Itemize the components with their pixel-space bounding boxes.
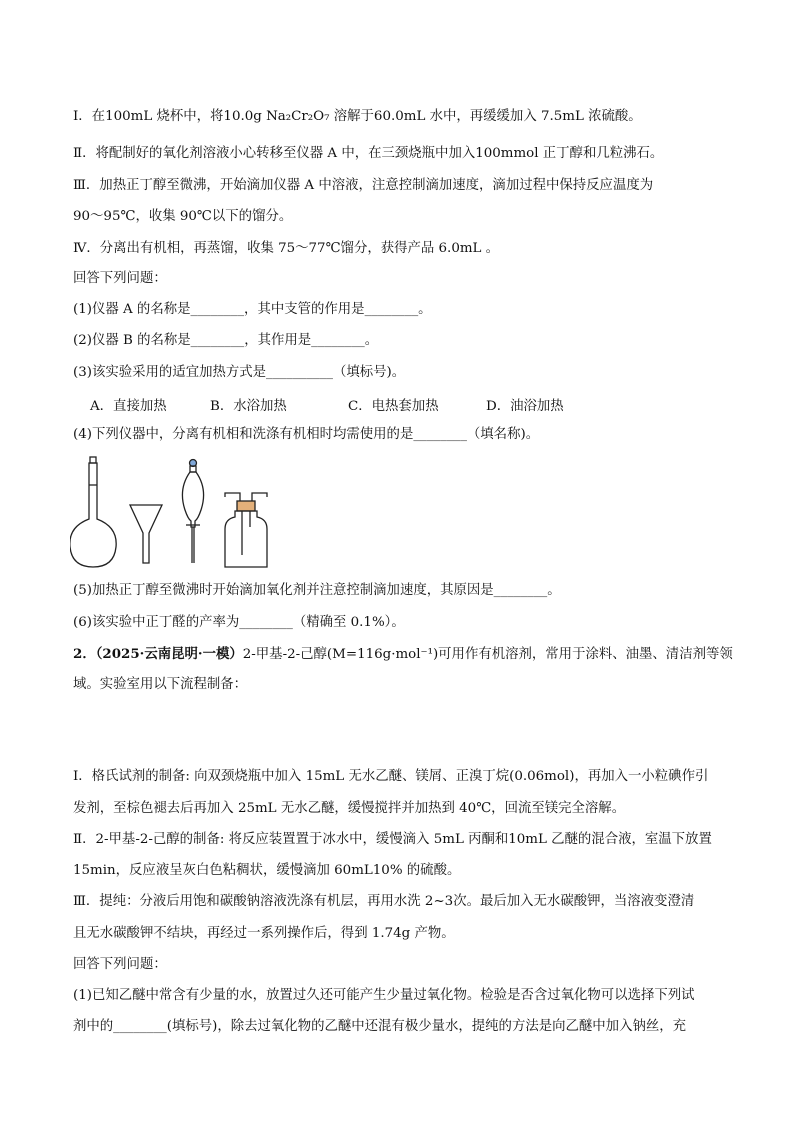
answer-prompt-1: 回答下列问题： bbox=[73, 271, 167, 286]
p2-step-2b: 15min，反应液呈灰白色粘稠状，缓慢滴加 60mL10% 的硫酸。 bbox=[73, 863, 461, 878]
option-c: C．电热套加热 bbox=[348, 399, 439, 414]
p2-step-1a: Ⅰ．格氏试剂的制备: 向双颈烧瓶中加入 15mL 无水乙醚、镁屑、正溴丁烷(0.06mol)，再加入一小粒碘作引 bbox=[73, 769, 709, 784]
question-4: (4)下列仪器中，分离有机相和洗涤有机相时均需使用的是________（填名称)。 bbox=[73, 427, 540, 442]
option-b: B．水浴加热 bbox=[210, 399, 287, 414]
line-step-1: Ⅰ．在100mL 烧杯中，将10.0g Na₂Cr₂O₇ 溶解于60.0mL 水中，再缓缓加入 7.5mL 浓硫酸。 bbox=[73, 109, 642, 124]
line-step-2: Ⅱ．将配制好的氧化剂溶液小心转移至仪器 A 中，在三颈烧瓶中加入100mmol 正丁醇和几粒沸石。 bbox=[73, 146, 664, 161]
funnel-icon bbox=[130, 505, 162, 563]
answer-prompt-2: 回答下列问题： bbox=[73, 957, 167, 972]
p2-step-3a: Ⅲ．提纯：分液后用饱和碳酸钠溶液洗涤有机层，再用水洗 2~3次。最后加入无水碳酸钾，当溶液变澄清 bbox=[73, 894, 695, 909]
problem-intro: 2-甲基-2-己醇(M=116g·mol⁻¹)可用作有机溶剂，常用于涂料、油墨、清洁剂等领 bbox=[242, 647, 733, 662]
option-a: A．直接加热 bbox=[90, 399, 167, 414]
problem-2-heading bbox=[73, 645, 733, 664]
line-step-3b: 90～95℃，收集 90℃以下的馏分。 bbox=[73, 209, 293, 224]
volumetric-flask-icon bbox=[70, 457, 116, 567]
problem-number: 2． bbox=[73, 646, 96, 662]
option-d: D．油浴加热 bbox=[486, 399, 564, 414]
line-step-4: Ⅳ．分离出有机相，再蒸馏，收集 75～77℃馏分，获得产品 6.0mL 。 bbox=[73, 241, 500, 256]
problem-source: （2025·云南昆明·一模） bbox=[95, 646, 243, 662]
problem-2-heading-line-2: 域。实验室用以下流程制备： bbox=[73, 677, 248, 692]
p2-question-1b: 剂中的________(填标号)，除去过氧化物的乙醚中还混有极少量水，提纯的方法是向乙醚中加入钠丝，充 bbox=[73, 1019, 687, 1034]
question-6: (6)该实验中正丁醛的产率为________（精确至 0.1%）。 bbox=[73, 615, 405, 630]
line-step-3a: Ⅲ．加热正丁醇至微沸，开始滴加仪器 A 中溶液，注意控制滴加速度，滴加过程中保持反应温度为 bbox=[73, 178, 654, 193]
question-5: (5)加热正丁醇至微沸时开始滴加氧化剂并注意控制滴加速度，其原因是________。 bbox=[73, 583, 561, 598]
question-3: (3)该实验采用的适宜加热方式是__________（填标号)。 bbox=[73, 365, 406, 380]
p2-step-2a: Ⅱ．2-甲基-2-己醇的制备: 将反应装置置于冰水中，缓慢滴入 5mL 丙酮和10mL 乙醚的混合液，室温下放置 bbox=[73, 832, 712, 847]
question-2: (2)仪器 B 的名称是________，其作用是________。 bbox=[73, 333, 379, 348]
gas-washing-bottle-icon bbox=[225, 493, 267, 567]
p2-question-1a: (1)已知乙醚中常含有少量的水，放置过久还可能产生少量过氧化物。检验是否含过氧化物可以选择下列试 bbox=[73, 988, 695, 1003]
p2-step-1b: 发剂，至棕色褪去后再加入 25mL 无水乙醚，缓慢搅拌并加热到 40℃，回流至镁完全溶解。 bbox=[73, 801, 626, 816]
apparatus-figure bbox=[70, 455, 280, 570]
separatory-funnel-icon bbox=[182, 460, 203, 564]
question-1: (1)仪器 A 的名称是________，其中支管的作用是________。 bbox=[73, 302, 432, 317]
p2-step-3b: 且无水碳酸钾不结块，再经过一系列操作后，得到 1.74g 产物。 bbox=[73, 926, 455, 941]
